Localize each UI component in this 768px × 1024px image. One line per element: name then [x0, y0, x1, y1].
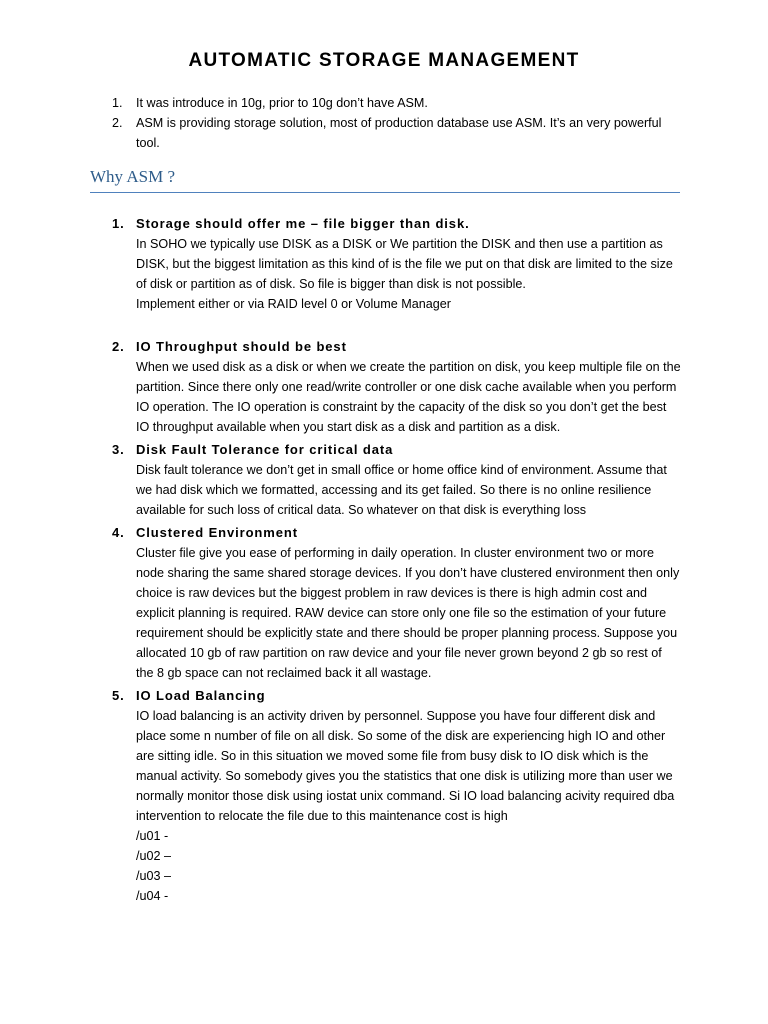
point-heading-text: Storage should offer me – file bigger than disk. [136, 216, 470, 231]
point-body [112, 357, 682, 437]
point-heading [112, 686, 682, 706]
point-heading [112, 440, 682, 460]
intro-item-number: 2. [112, 116, 123, 130]
section-divider [90, 192, 680, 193]
point-number: 3. [112, 442, 125, 457]
point-heading-text: IO Throughput should be best [136, 339, 347, 354]
point-paragraph: Implement either or via RAID level 0 or Volume Manager [136, 297, 451, 311]
point-paragraph: When we used disk as a disk or when we create the partition on disk, you keep multiple file on the partition. Since there only one read/write controller or one disk cache available when you perform IO operation. The IO operation is constraint by the capacity of the disk so you don’t get the best IO throughput available when you start disk as a disk and partition as a disk. [136, 360, 681, 434]
intro-item [112, 93, 682, 113]
point-number: 2. [112, 339, 125, 354]
point-body [112, 543, 682, 683]
point-body [112, 706, 682, 906]
mount-path-line: /u01 - [136, 829, 169, 843]
point-heading [112, 337, 682, 357]
point-heading [112, 214, 682, 234]
point-number: 4. [112, 525, 125, 540]
mount-path-line: /u03 – [136, 869, 172, 883]
point-io-throughput [112, 337, 682, 437]
intro-item [112, 113, 682, 153]
point-io-load-balancing [112, 686, 682, 906]
point-number: 5. [112, 688, 125, 703]
point-heading [112, 523, 682, 543]
intro-item-text: ASM is providing storage solution, most of production database use ASM. It’s an very powerful tool. [136, 116, 662, 150]
point-body [112, 234, 682, 314]
section-heading: Why ASM ? [90, 167, 175, 186]
point-heading-text: IO Load Balancing [136, 688, 266, 703]
point-heading-text: Disk Fault Tolerance for critical data [136, 442, 394, 457]
mount-path-line: /u02 – [136, 849, 172, 863]
point-paragraph: IO load balancing is an activity driven by personnel. Suppose you have four different disk and place some n number of file on all disk. So some of the disk are experiencing high IO and other are sitting idle. So in this situation we moved some file from busy disk to IO disk which is the manual activity. So somebody gives you the statistics that one disk is utilizing more than user we normally monitor those disk using iostat unix command. Si IO load balancing acivity required dba intervention to relocate the file due to this maintenance cost is high [136, 709, 675, 823]
point-paragraph: In SOHO we typically use DISK as a DISK or We partition the DISK and then use a partition as DISK, but the biggest limitation as this kind of is the file we put on that disk are limited to the size of disk or partition as of disk. So file is bigger than disk is not possible. [136, 237, 673, 291]
point-fault-tolerance [112, 440, 682, 520]
point-heading-text: Clustered Environment [136, 525, 298, 540]
point-number: 1. [112, 216, 125, 231]
document-title: AUTOMATIC STORAGE MANAGEMENT [188, 50, 580, 71]
mount-path-line: /u04 - [136, 889, 169, 903]
point-clustered-environment [112, 523, 682, 683]
point-paragraph: Disk fault tolerance we don’t get in small office or home office kind of environment. Assume that we had disk which we formatted, accessing and its get failed. So there is no online resilience available for such loss of critical data. So whatever on that disk is everything loss [136, 463, 667, 517]
point-paragraph: Cluster file give you ease of performing in daily operation. In cluster environment two or more node sharing the same shared storage devices. If you don’t have clustered environment then only choice is raw devices but the biggest problem in raw devices is there is high admin cost and explicit planning is required. RAW device can store only one file so the estimation of your future requirement should be explicitly state and there should be proper planning process. Suppose you allocated 10 gb of raw partition on raw device and your file never grown beyond 2 gb so rest of the 8 gb space can not reclaimed back it all wastage. [136, 546, 680, 680]
point-storage [112, 214, 682, 314]
intro-item-text: It was introduce in 10g, prior to 10g don’t have ASM. [136, 96, 428, 110]
intro-list [112, 93, 682, 153]
intro-item-number: 1. [112, 96, 123, 110]
point-body [112, 460, 682, 520]
